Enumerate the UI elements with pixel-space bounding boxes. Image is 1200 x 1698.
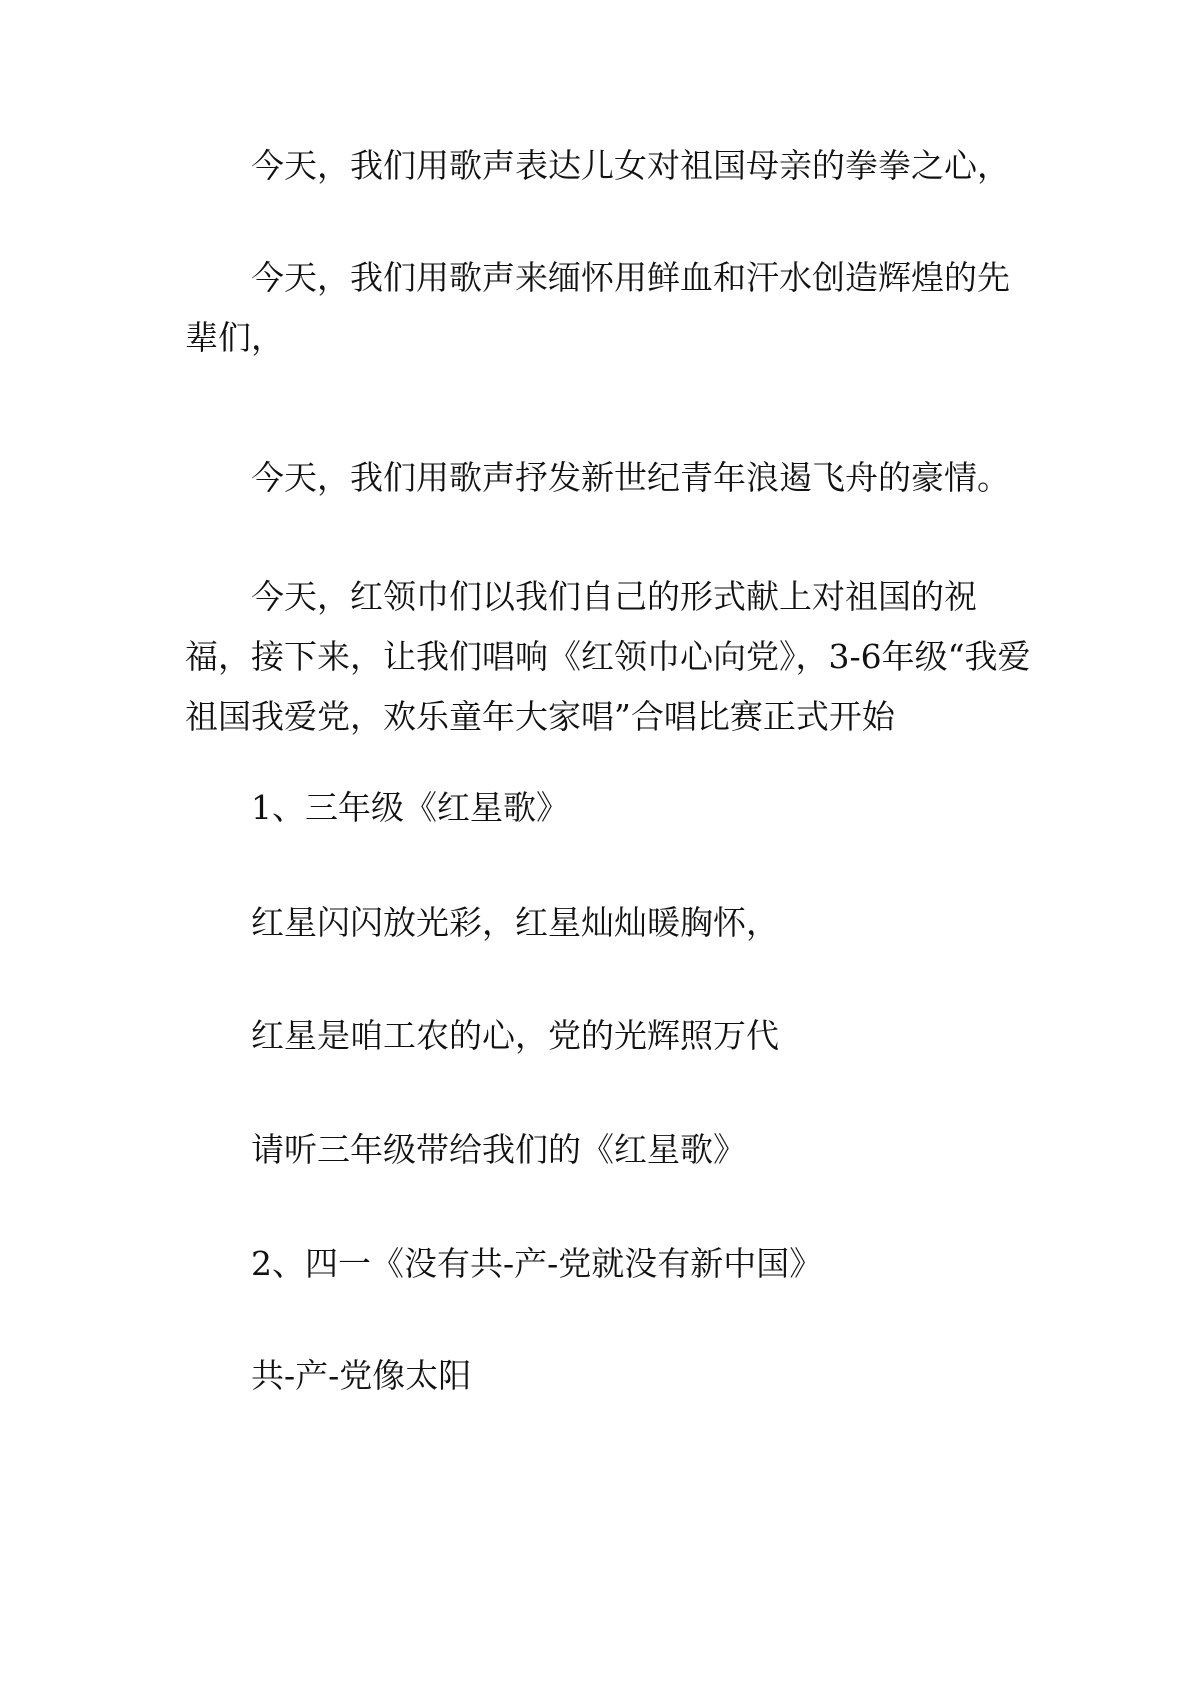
section-heading-1: 1、三年级《红星歌》 (251, 788, 569, 827)
paragraph-3: 今天，我们用歌声抒发新世纪青年浪遏飞舟的豪情。 (251, 458, 1010, 497)
paragraph-4: 今天，红领巾们以我们自己的形式献上对祖国的祝福，接下来，让我们唱响《红领巾心向党》，3-6年级“我爱祖国我爱党，欢乐童年大家唱”合唱比赛正式开始 (185, 577, 1031, 736)
paragraph-1: 今天，我们用歌声表达儿女对祖国母亲的拳拳之心， (251, 146, 1010, 185)
paragraph-2: 今天，我们用歌声来缅怀用鲜血和汗水创造辉煌的先辈们， (185, 258, 1010, 357)
section-heading-2: 2、四一《没有共-产-党就没有新中国》 (251, 1244, 823, 1283)
lyric-line-1: 红星闪闪放光彩，红星灿灿暖胸怀， (251, 903, 779, 942)
intro-line: 请听三年级带给我们的《红星歌》 (251, 1130, 746, 1169)
lyric-line-3: 共-产-党像太阳 (251, 1356, 472, 1395)
lyric-line-2: 红星是咱工农的心，党的光辉照万代 (251, 1016, 779, 1055)
